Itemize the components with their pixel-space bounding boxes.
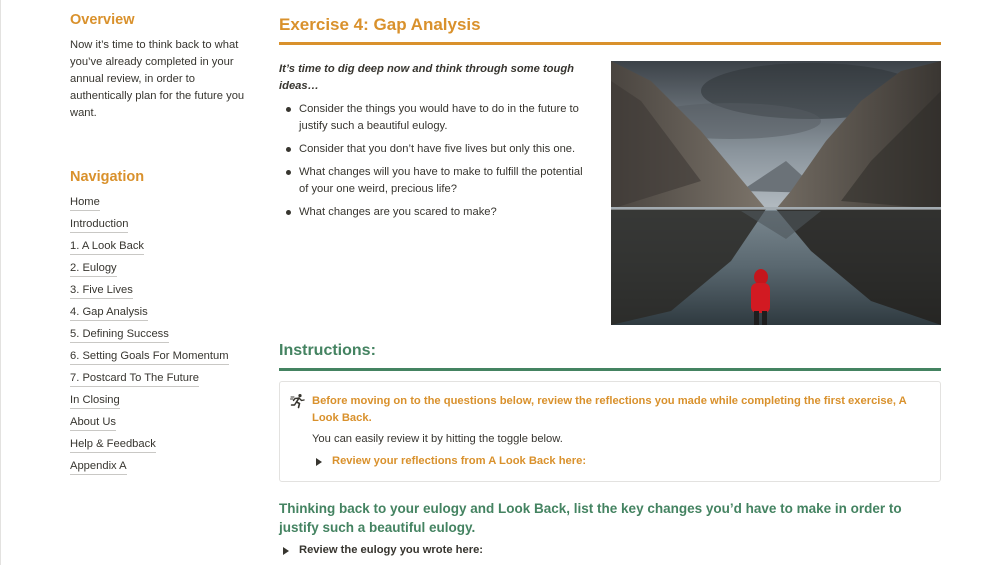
nav-item-help-feedback[interactable]: Help & Feedback: [70, 436, 156, 453]
nav-item-about-us[interactable]: About Us: [70, 414, 116, 431]
main-content: [279, 12, 941, 559]
callout-body: [312, 393, 928, 470]
toggle-arrow-icon[interactable]: [316, 458, 322, 466]
nav-item-five-lives[interactable]: 3. Five Lives: [70, 282, 133, 299]
gap-question: Thinking back to your eulogy and Look Back, list the key changes you’d have to make in order to justify such a beautiful eulogy.: [279, 501, 902, 535]
list-item: What changes will you have to make to fulfill the potential of your one weird, precious life?: [279, 164, 589, 198]
instructions-heading: Instructions:: [279, 342, 376, 359]
overview-text: Now it’s time to think back to what you’ve already completed in your annual review, in order to authentically plan for the future you want.: [70, 39, 245, 119]
nav-item-introduction[interactable]: Introduction: [70, 216, 128, 233]
instructions-divider: [279, 368, 941, 371]
mountain-lake-photo: [611, 61, 941, 325]
look-back-toggle-label[interactable]: Review your reflections from A Look Back here:: [332, 455, 587, 467]
nav-item-setting-goals[interactable]: 6. Setting Goals For Momentum: [70, 348, 229, 365]
window-edge: [0, 0, 1, 565]
nav-item-eulogy[interactable]: 2. Eulogy: [70, 260, 117, 277]
nav-item-postcard[interactable]: 7. Postcard To The Future: [70, 370, 199, 387]
callout-lead: Before moving on to the questions below, review the reflections you made while completing the first exercise, A Look Back.: [312, 395, 907, 424]
look-back-toggle[interactable]: [312, 453, 928, 470]
running-person-icon: [290, 393, 306, 409]
nav-item-defining-success[interactable]: 5. Defining Success: [70, 326, 169, 343]
list-item: What changes are you scared to make?: [279, 204, 589, 221]
page-title: Exercise 4: Gap Analysis: [279, 15, 481, 34]
toggle-arrow-icon[interactable]: [283, 547, 289, 555]
eulogy-toggle[interactable]: [279, 542, 941, 559]
eulogy-toggle-label[interactable]: Review the eulogy you wrote here:: [299, 544, 484, 556]
exercise-intro: [279, 45, 941, 339]
nav-item-a-look-back[interactable]: 1. A Look Back: [70, 238, 144, 255]
overview-heading: Overview: [70, 12, 135, 28]
list-item: Consider that you don’t have five lives but only this one.: [279, 141, 589, 158]
list-item: Consider the things you would have to do in the future to justify such a beautiful eulogy.: [279, 101, 589, 135]
nav-item-gap-analysis[interactable]: 4. Gap Analysis: [70, 304, 148, 321]
nav-item-home[interactable]: Home: [70, 194, 100, 211]
nav-item-appendix-a[interactable]: Appendix A: [70, 458, 127, 475]
navigation-list: [70, 192, 260, 478]
intro-lead: It’s time to dig deep now and think through some tough ideas…: [279, 63, 575, 92]
intro-text-column: [279, 61, 589, 227]
instructions-callout: [279, 381, 941, 482]
nav-item-in-closing[interactable]: In Closing: [70, 392, 120, 409]
sidebar: [70, 10, 260, 478]
consideration-list: [279, 101, 589, 221]
navigation-heading: Navigation: [70, 169, 145, 185]
callout-text: You can easily review it by hitting the toggle below.: [312, 433, 563, 445]
